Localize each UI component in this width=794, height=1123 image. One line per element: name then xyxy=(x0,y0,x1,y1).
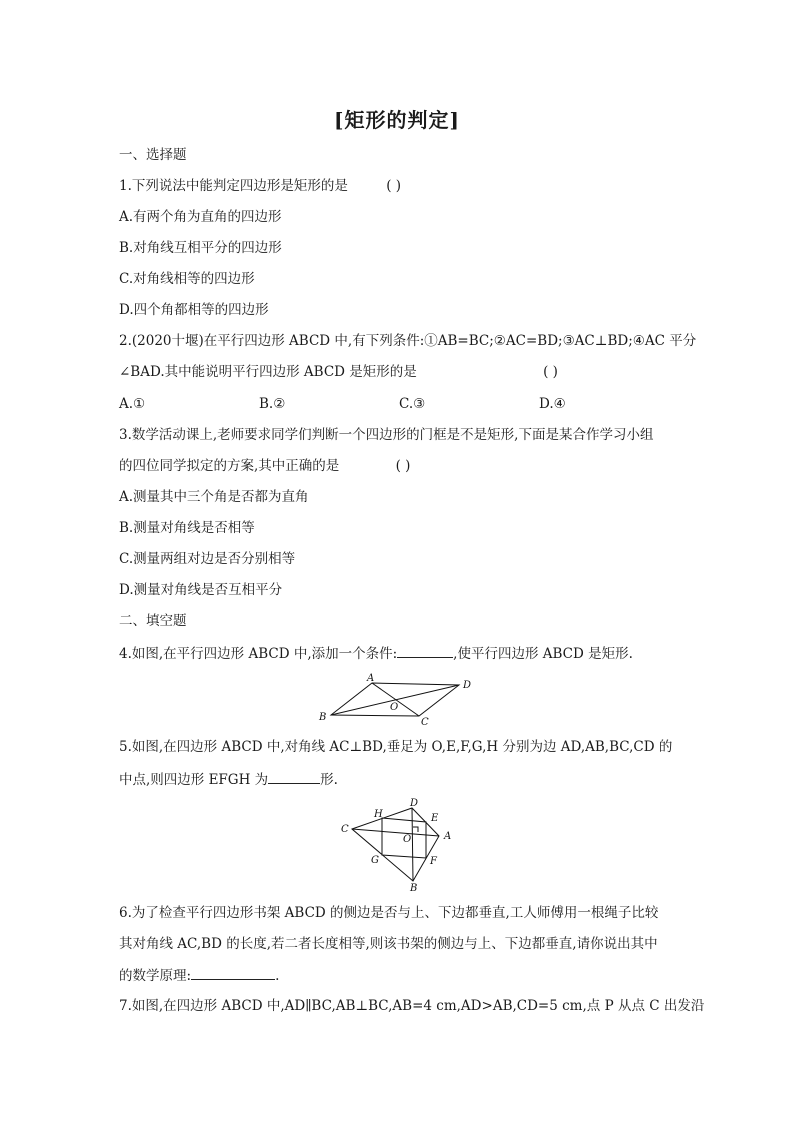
question-6-text-end: . xyxy=(275,968,280,984)
label-d: D xyxy=(410,798,419,809)
quadrilateral-figure xyxy=(336,796,460,892)
label-b: B xyxy=(410,883,418,894)
section-heading-fill: 二、填空题 xyxy=(119,613,187,629)
label-f: F xyxy=(430,856,437,867)
question-3-line-1: 3.数学活动课上,老师要求同学们判断一个四边形的门框是不是矩形,下面是某合作学习小组 xyxy=(119,427,654,443)
question-4-text: 4.如图,在平行四边形 ABCD 中,添加一个条件: xyxy=(119,646,398,662)
question-4-text-end: ,使平行四边形 ABCD 是矩形. xyxy=(453,646,633,662)
question-1-option-a: A.有两个角为直角的四边形 xyxy=(119,209,282,225)
question-1-option-b: B.对角线互相平分的四边形 xyxy=(119,240,282,256)
label-o: O xyxy=(403,834,412,845)
label-a: A xyxy=(444,831,452,842)
question-3-line-2 xyxy=(119,458,410,474)
page-title: [矩形的判定] xyxy=(334,108,460,132)
question-5-line-2 xyxy=(119,771,338,788)
label-c: C xyxy=(421,717,429,728)
label-h: H xyxy=(374,809,383,820)
question-5-text: 中点,则四边形 EFGH 为 xyxy=(119,772,269,788)
question-3-option-d: D.测量对角线是否互相平分 xyxy=(119,582,283,598)
question-5-line-1: 5.如图,在四边形 ABCD 中,对角线 AC⊥BD,垂足为 O,E,F,G,H 分别为边 AD,AB,BC,CD 的 xyxy=(119,739,673,755)
question-6-line-2: 其对角线 AC,BD 的长度,若二者长度相等,则该书架的侧边与上、下边都垂直,请你说出其中 xyxy=(119,936,658,952)
question-1-stem xyxy=(119,178,401,194)
question-3-option-a: A.测量其中三个角是否都为直角 xyxy=(119,489,309,505)
label-o: O xyxy=(390,702,399,713)
label-b: B xyxy=(319,712,327,723)
label-a: A xyxy=(367,673,375,684)
question-7-line-1: 7.如图,在四边形 ABCD 中,AD∥BC,AB⊥BC,AB=4 cm,AD>AB,CD=5 cm,点 P 从点 C 出发沿 xyxy=(119,998,705,1014)
question-6-text: 的数学原理: xyxy=(119,968,192,984)
question-6-line-3 xyxy=(119,967,279,984)
question-3-option-b: B.测量对角线是否相等 xyxy=(119,520,255,536)
label-g: G xyxy=(371,855,379,866)
question-2-text: ∠BAD.其中能说明平行四边形 ABCD 是矩形的是 xyxy=(119,364,417,380)
question-3-option-c: C.测量两组对边是否分别相等 xyxy=(119,551,296,567)
question-5-text-end: 形. xyxy=(320,772,338,788)
parallelogram-figure xyxy=(314,672,472,728)
answer-blank[interactable] xyxy=(397,645,453,658)
question-1-option-c: C.对角线相等的四边形 xyxy=(119,271,255,287)
answer-paren: ( ) xyxy=(395,458,411,474)
question-2-option-b: B.② xyxy=(259,396,286,412)
question-2-option-d: D.④ xyxy=(539,396,566,412)
answer-blank[interactable] xyxy=(268,771,320,784)
question-2-line-2 xyxy=(119,364,558,380)
question-3-text: 的四位同学拟定的方案,其中正确的是 xyxy=(119,458,340,474)
section-heading-choice: 一、选择题 xyxy=(119,147,187,163)
label-d: D xyxy=(463,680,472,691)
label-e: E xyxy=(431,813,439,824)
answer-blank[interactable] xyxy=(191,967,275,980)
question-2-option-c: C.③ xyxy=(399,396,426,412)
answer-paren: ( ) xyxy=(543,364,558,380)
question-1-option-d: D.四个角都相等的四边形 xyxy=(119,302,269,318)
question-2-option-a: A.① xyxy=(119,396,146,412)
question-6-line-1: 6.为了检查平行四边形书架 ABCD 的侧边是否与上、下边都垂直,工人师傅用一根绳子比较 xyxy=(119,905,659,921)
question-4-line xyxy=(119,645,633,662)
question-2-line-1: 2.(2020十堰)在平行四边形 ABCD 中,有下列条件:①AB=BC;②AC=BD;③AC⊥BD;④AC 平分 xyxy=(119,333,697,349)
question-1-text: 1.下列说法中能判定四边形是矩形的是 xyxy=(119,178,348,194)
label-c: C xyxy=(341,824,349,835)
answer-paren: ( ) xyxy=(386,178,402,194)
